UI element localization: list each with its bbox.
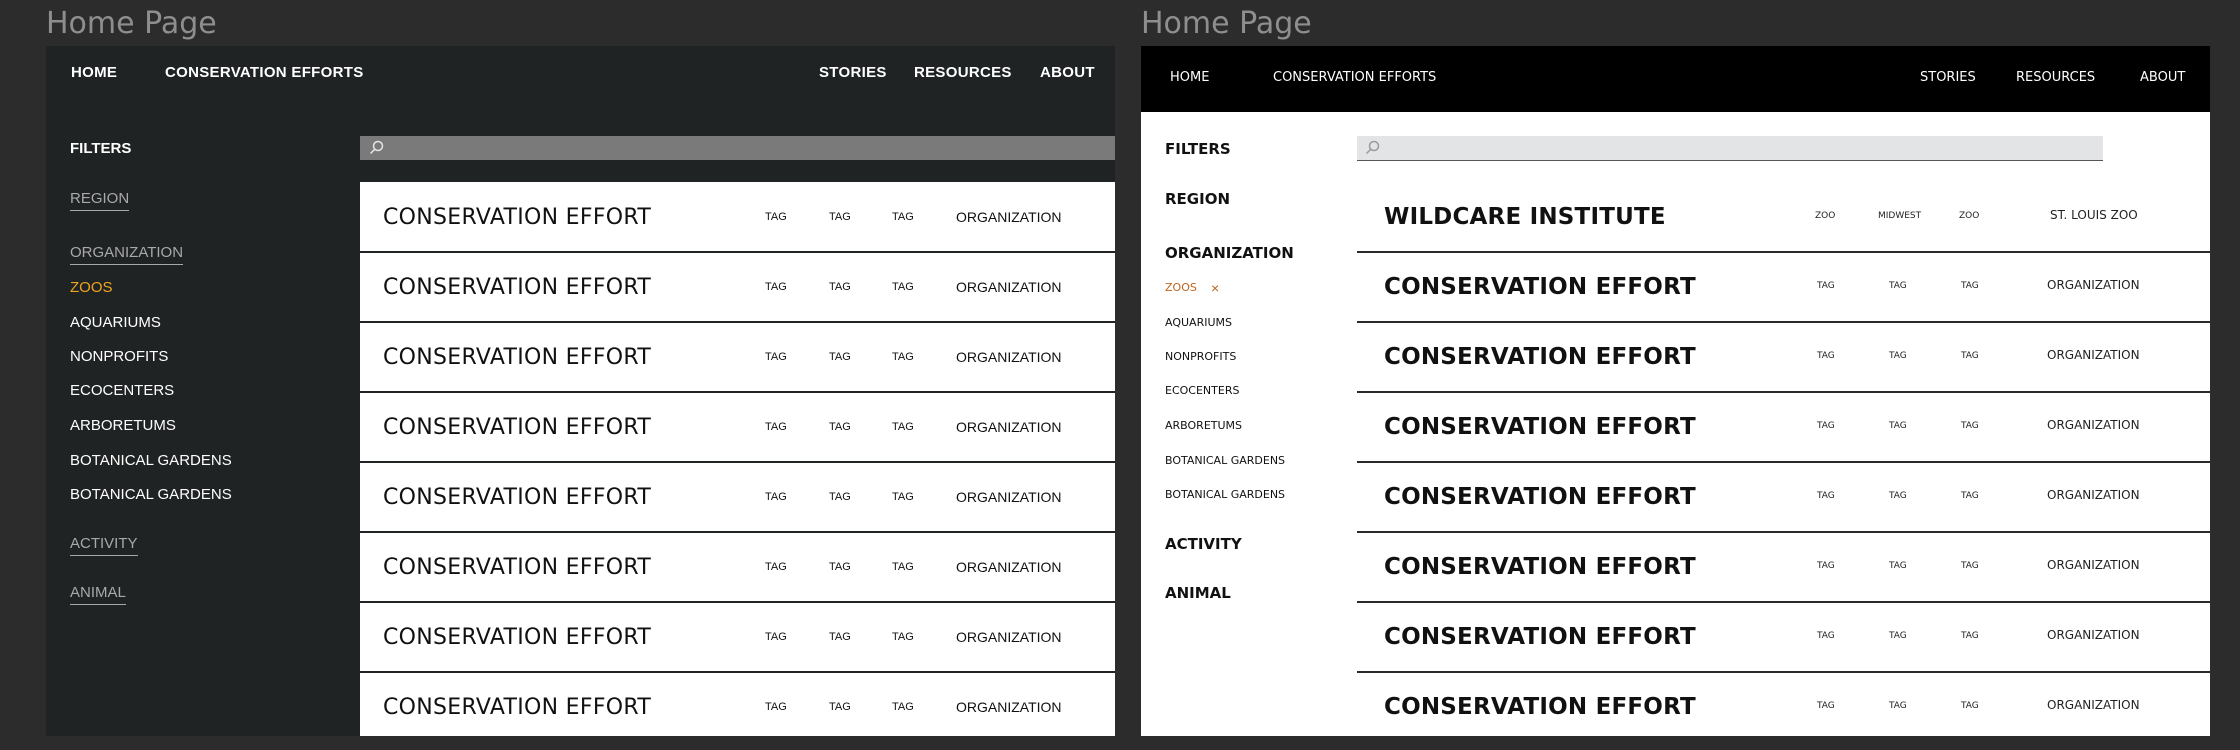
filter-category-animal[interactable]: ANIMAL: [1165, 584, 1231, 602]
top-nav: [1141, 46, 2210, 112]
organization-label: ORGANIZATION: [956, 489, 1062, 505]
effort-title: CONSERVATION EFFORT: [1384, 484, 1696, 510]
filters-heading: FILTERS: [70, 140, 132, 157]
filter-category-organization[interactable]: ORGANIZATION: [70, 244, 183, 265]
filter-option-ecocenters[interactable]: ECOCENTERS: [1165, 384, 1240, 397]
right-board-title: Home Page: [1141, 6, 1312, 41]
tag-label: TAG: [1961, 351, 1979, 361]
tag-label: TAG: [1817, 561, 1835, 571]
tag-label: TAG: [1961, 561, 1979, 571]
organization-label: ORGANIZATION: [956, 629, 1062, 645]
tag-label: TAG: [1889, 631, 1907, 641]
tag-label: TAG: [1961, 701, 1979, 711]
right-artboard-light: [1141, 46, 2210, 736]
organization-label: ORGANIZATION: [956, 699, 1062, 715]
nav-about-link[interactable]: ABOUT: [2140, 70, 2186, 85]
organization-label: ORGANIZATION: [2047, 698, 2140, 712]
nav-resources-link[interactable]: RESOURCES: [914, 64, 1012, 81]
nav-home-link[interactable]: HOME: [71, 64, 118, 81]
effort-title: CONSERVATION EFFORT: [383, 625, 652, 650]
tag-label: TAG: [892, 351, 914, 363]
filter-option-botanical-gardens-2[interactable]: BOTANICAL GARDENS: [1165, 488, 1286, 501]
tag-label: ZOO: [1815, 211, 1836, 221]
organization-label: ORGANIZATION: [2047, 558, 2140, 572]
tag-label: TAG: [1817, 631, 1835, 641]
list-item[interactable]: [360, 532, 1115, 603]
tag-label: TAG: [892, 561, 914, 573]
tag-label: TAG: [829, 211, 851, 223]
filter-option-botanical-gardens-2[interactable]: BOTANICAL GARDENS: [70, 486, 232, 503]
nav-home-link[interactable]: HOME: [1170, 70, 1210, 85]
tag-label: TAG: [829, 351, 851, 363]
results-list: [1357, 182, 2210, 736]
filter-category-activity[interactable]: ACTIVITY: [70, 535, 138, 556]
tag-label: TAG: [892, 421, 914, 433]
tag-label: TAG: [765, 491, 787, 503]
filter-category-region[interactable]: REGION: [70, 190, 129, 211]
effort-title: CONSERVATION EFFORT: [1384, 344, 1696, 370]
tag-label: TAG: [765, 281, 787, 293]
filter-option-zoos[interactable]: ZOOS: [70, 279, 113, 296]
tag-label: TAG: [1817, 421, 1835, 431]
organization-label: ORGANIZATION: [2047, 488, 2140, 502]
filter-option-botanical-gardens[interactable]: BOTANICAL GARDENS: [70, 452, 232, 469]
left-board-title: Home Page: [46, 6, 217, 41]
effort-title: CONSERVATION EFFORT: [1384, 624, 1696, 650]
tag-label: TAG: [1889, 421, 1907, 431]
tag-label: TAG: [1889, 701, 1907, 711]
list-item[interactable]: [1357, 602, 2210, 673]
top-nav: [46, 46, 1115, 106]
tag-label: TAG: [829, 631, 851, 643]
search-icon: [1365, 140, 1380, 160]
organization-label: ORGANIZATION: [2047, 278, 2140, 292]
nav-stories-link[interactable]: STORIES: [1920, 70, 1976, 85]
organization-label: ORGANIZATION: [2047, 348, 2140, 362]
filter-option-arboretums[interactable]: ARBORETUMS: [1165, 419, 1243, 432]
organization-label: ORGANIZATION: [956, 209, 1062, 225]
tag-label: TAG: [1961, 631, 1979, 641]
tag-label: TAG: [829, 491, 851, 503]
effort-title: WILDCARE INSTITUTE: [1384, 204, 1666, 230]
organization-label: ORGANIZATION: [2047, 628, 2140, 642]
nav-resources-link[interactable]: RESOURCES: [2016, 70, 2096, 85]
tag-label: TAG: [1961, 421, 1979, 431]
list-item[interactable]: [1357, 182, 2210, 253]
tag-label: TAG: [892, 211, 914, 223]
list-item[interactable]: [1357, 532, 2210, 603]
effort-title: CONSERVATION EFFORT: [383, 275, 652, 300]
tag-label: TAG: [829, 701, 851, 713]
filter-option-nonprofits[interactable]: NONPROFITS: [70, 348, 169, 365]
list-item[interactable]: [360, 252, 1115, 323]
tag-label: TAG: [892, 281, 914, 293]
list-item[interactable]: [1357, 672, 2210, 736]
tag-label: TAG: [1889, 491, 1907, 501]
tag-label: TAG: [829, 281, 851, 293]
tag-label: TAG: [1889, 351, 1907, 361]
tag-label: TAG: [892, 631, 914, 643]
search-input[interactable]: [1357, 136, 2103, 161]
list-item[interactable]: [1357, 462, 2210, 533]
effort-title: CONSERVATION EFFORT: [1384, 694, 1696, 720]
tag-label: TAG: [1817, 491, 1835, 501]
effort-title: CONSERVATION EFFORT: [1384, 274, 1696, 300]
organization-label: ORGANIZATION: [956, 349, 1062, 365]
effort-title: CONSERVATION EFFORT: [383, 345, 652, 370]
filter-option-aquariums[interactable]: AQUARIUMS: [1165, 316, 1232, 329]
nav-conservation-link[interactable]: CONSERVATION EFFORTS: [1273, 70, 1437, 85]
list-item[interactable]: [360, 182, 1115, 253]
organization-label: ORGANIZATION: [956, 559, 1062, 575]
list-item[interactable]: [1357, 392, 2210, 463]
tag-label: TAG: [1961, 491, 1979, 501]
tag-label: TAG: [829, 561, 851, 573]
effort-title: CONSERVATION EFFORT: [383, 485, 652, 510]
list-item[interactable]: [360, 672, 1115, 736]
filter-category-region[interactable]: REGION: [1165, 190, 1230, 208]
tag-label: TAG: [765, 701, 787, 713]
tag-label: TAG: [765, 421, 787, 433]
filter-category-activity[interactable]: ACTIVITY: [1165, 535, 1242, 553]
list-item[interactable]: [360, 392, 1115, 463]
tag-label: TAG: [765, 631, 787, 643]
effort-title: CONSERVATION EFFORT: [383, 555, 652, 580]
tag-label: TAG: [829, 421, 851, 433]
remove-filter-icon[interactable]: ×: [1211, 280, 1220, 296]
tag-label: TAG: [892, 491, 914, 503]
effort-title: CONSERVATION EFFORT: [1384, 554, 1696, 580]
filter-option-aquariums[interactable]: AQUARIUMS: [70, 314, 161, 331]
list-item[interactable]: [1357, 322, 2210, 393]
filter-option-zoos[interactable]: ZOOS: [1165, 281, 1197, 294]
effort-title: CONSERVATION EFFORT: [383, 695, 652, 720]
tag-label: TAG: [892, 701, 914, 713]
organization-label: ORGANIZATION: [956, 419, 1062, 435]
filters-heading: FILTERS: [1165, 140, 1231, 158]
tag-label: TAG: [765, 211, 787, 223]
nav-stories-link[interactable]: STORIES: [819, 64, 887, 81]
tag-label: TAG: [1817, 701, 1835, 711]
filter-option-botanical-gardens[interactable]: BOTANICAL GARDENS: [1165, 454, 1286, 467]
list-item[interactable]: [360, 322, 1115, 393]
tag-label: ZOO: [1959, 211, 1980, 221]
list-item[interactable]: [360, 462, 1115, 533]
effort-title: CONSERVATION EFFORT: [383, 205, 652, 230]
filter-category-organization[interactable]: ORGANIZATION: [1165, 244, 1294, 262]
organization-label: ORGANIZATION: [2047, 418, 2140, 432]
tag-label: TAG: [1817, 351, 1835, 361]
tag-label: TAG: [1889, 561, 1907, 571]
filter-option-nonprofits[interactable]: NONPROFITS: [1165, 350, 1237, 363]
filter-category-animal[interactable]: ANIMAL: [70, 584, 126, 605]
tag-label: TAG: [765, 561, 787, 573]
left-artboard-dark: [46, 46, 1115, 736]
results-list: [360, 182, 1115, 736]
list-item[interactable]: [360, 602, 1115, 673]
tag-label: MIDWEST: [1878, 211, 1922, 221]
search-input[interactable]: [360, 136, 1115, 160]
organization-label: ST. LOUIS ZOO: [2050, 208, 2138, 222]
organization-label: ORGANIZATION: [956, 279, 1062, 295]
effort-title: CONSERVATION EFFORT: [383, 415, 652, 440]
filter-option-arboretums[interactable]: ARBORETUMS: [70, 417, 176, 434]
nav-about-link[interactable]: ABOUT: [1040, 64, 1095, 81]
effort-title: CONSERVATION EFFORT: [1384, 414, 1696, 440]
tag-label: TAG: [1889, 281, 1907, 291]
tag-label: TAG: [1961, 281, 1979, 291]
nav-conservation-link[interactable]: CONSERVATION EFFORTS: [165, 64, 364, 81]
list-item[interactable]: [1357, 252, 2210, 323]
tag-label: TAG: [1817, 281, 1835, 291]
filter-option-ecocenters[interactable]: ECOCENTERS: [70, 382, 175, 399]
tag-label: TAG: [765, 351, 787, 363]
search-icon: [369, 140, 384, 160]
